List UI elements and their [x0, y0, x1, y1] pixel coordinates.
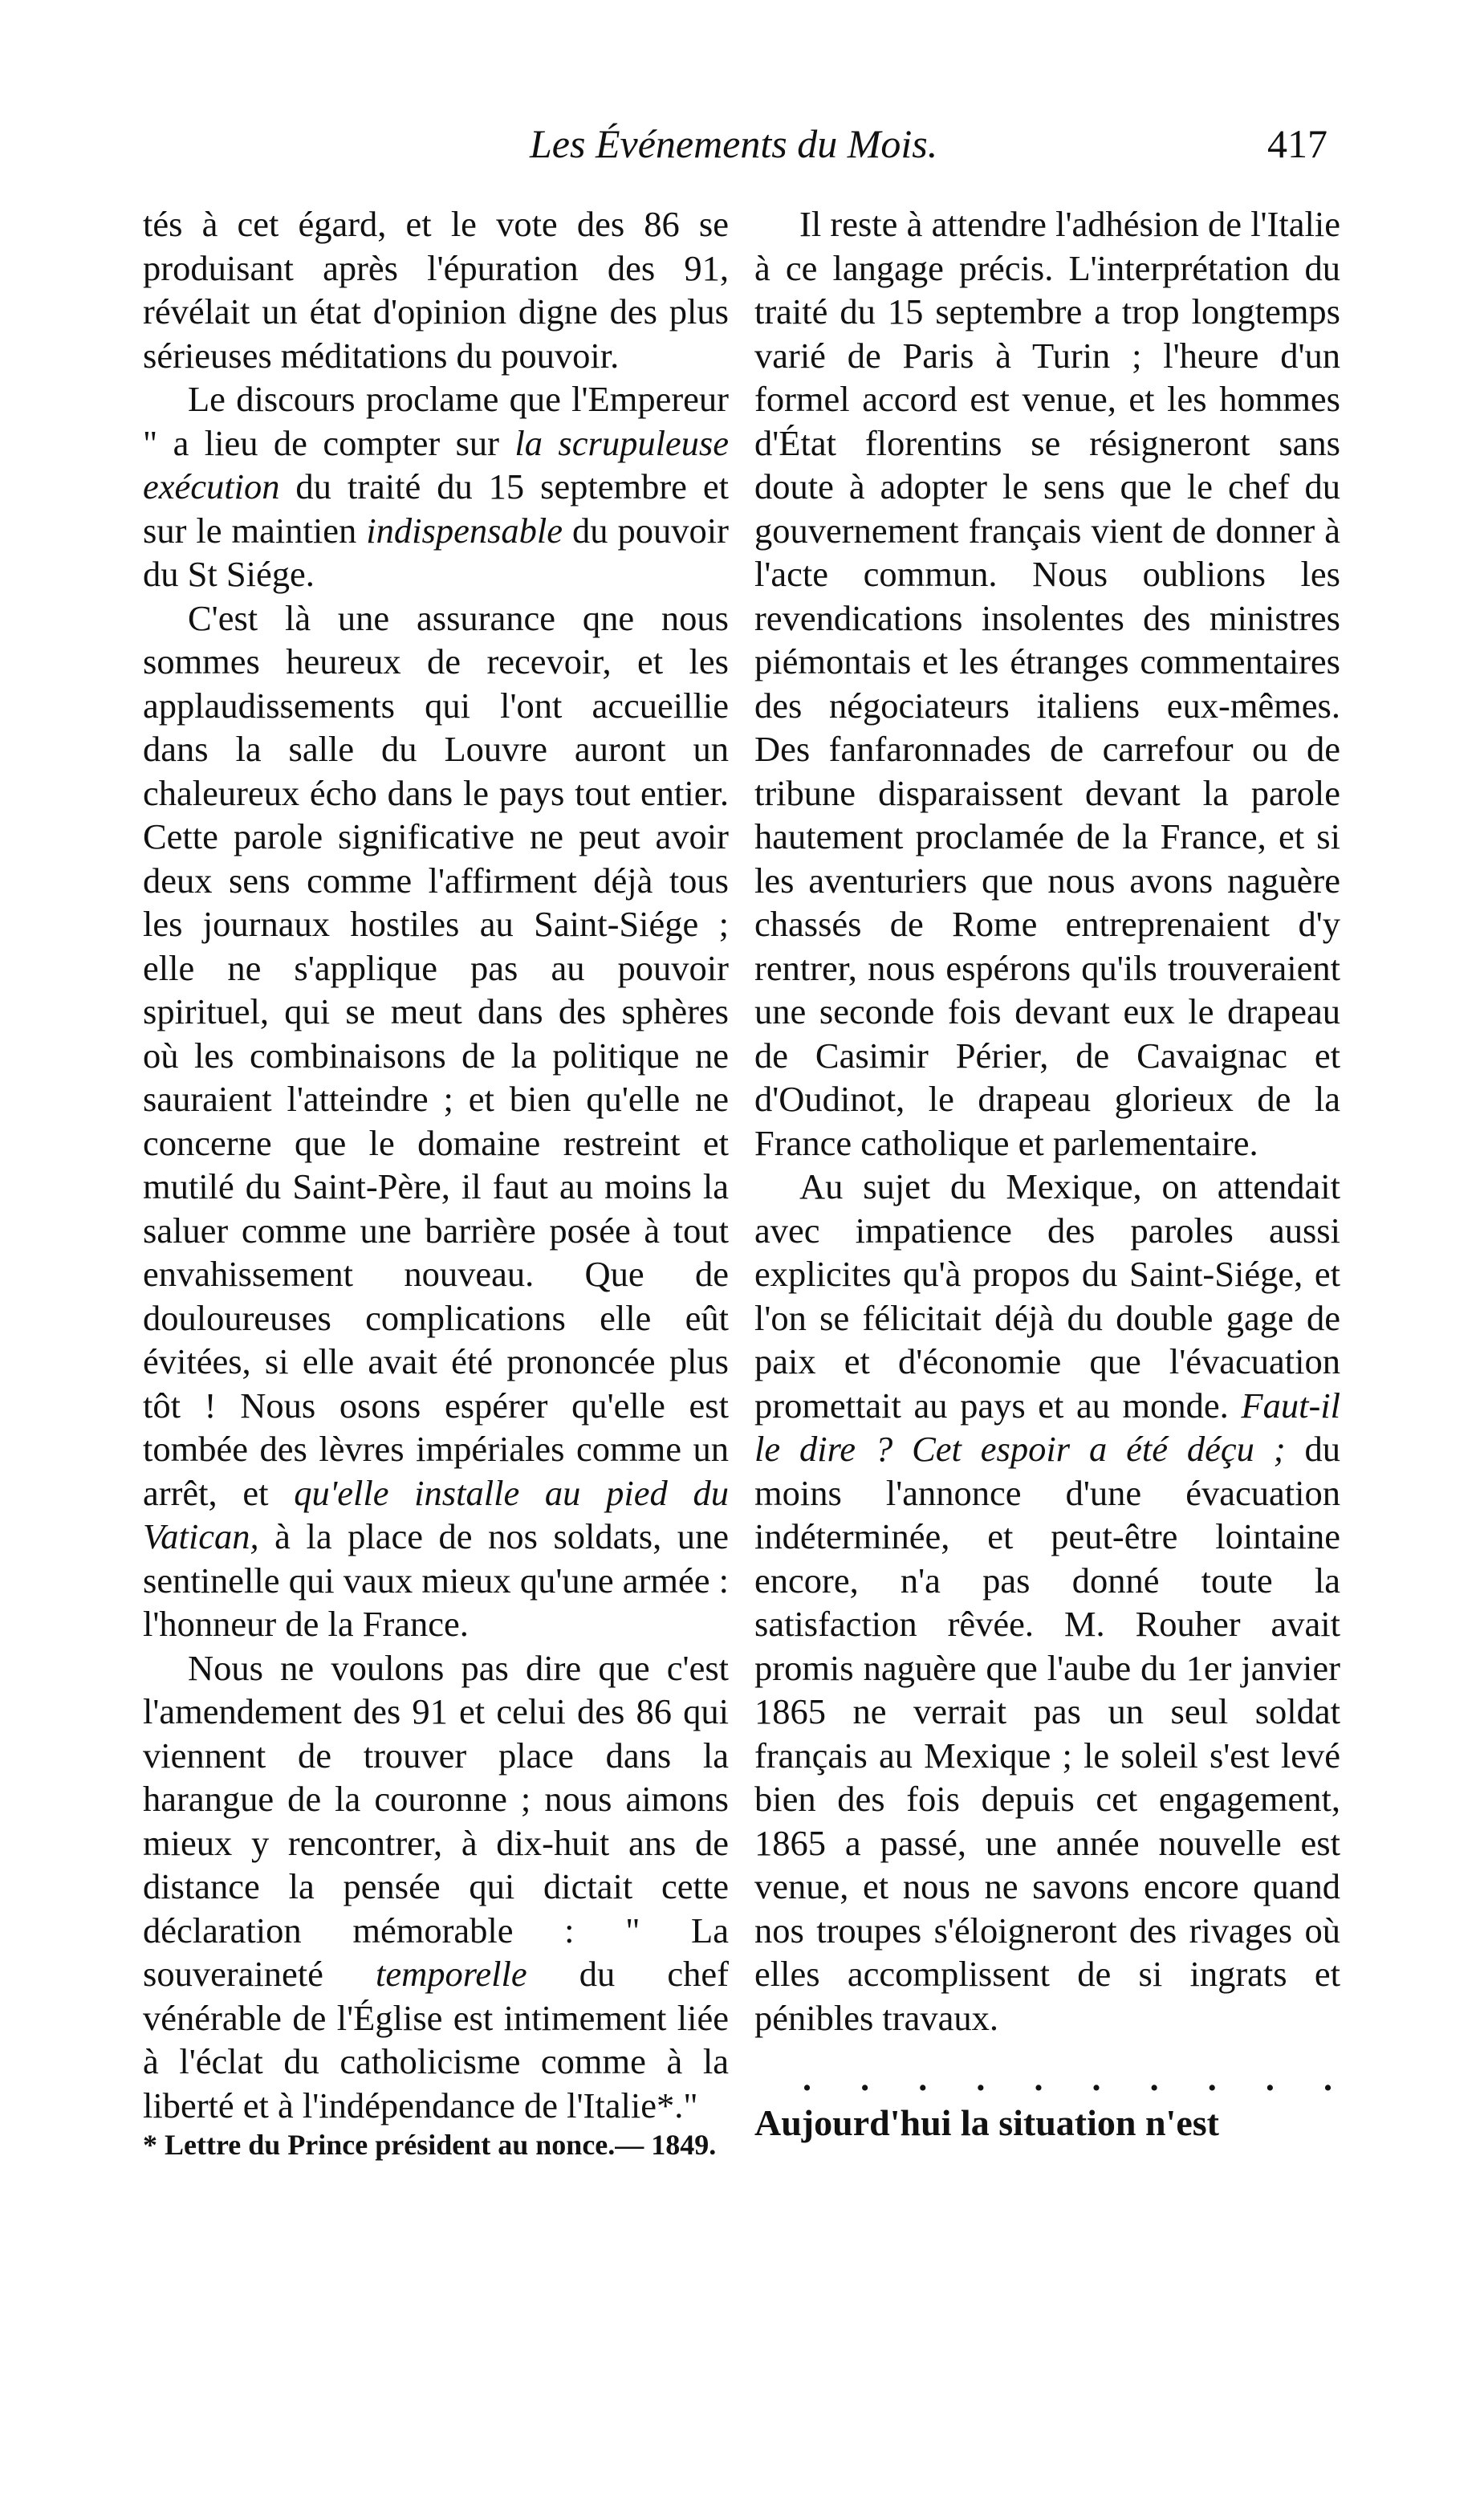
running-title: Les Événements du Mois.	[530, 121, 938, 166]
dot: .	[860, 2059, 870, 2098]
page-header	[530, 120, 1327, 185]
italic-text: temporelle	[376, 1954, 527, 1994]
paragraph	[143, 596, 729, 1646]
paragraph	[754, 1165, 1340, 2040]
ellipsis-separator	[754, 2057, 1340, 2101]
paragraph-text: à la place de nos soldats, une sentinelle qui vaux mieux qu'une armée : l'honneur de la France.	[143, 1516, 729, 1644]
paragraph-text: Le discours proclame que l'Empereur " a lieu de compter sur	[143, 379, 729, 463]
italic-text: la scrupuleuse exécution	[143, 422, 729, 506]
dot: .	[1323, 2059, 1332, 2098]
dot: .	[1265, 2059, 1275, 2098]
footnote: * Lettre du Prince président au nonce.— 1849.	[143, 2129, 717, 2161]
italic-text: Faut-il le dire ? Cet espoir a été déçu ;	[754, 1385, 1340, 1469]
paragraph	[143, 1646, 729, 2128]
paragraph-text: du traité du 15 septembre et sur le maintien	[143, 466, 729, 551]
paragraph: Aujourd'hui la situation n'est	[754, 2101, 1219, 2143]
paragraph: Il reste à attendre l'adhésion de l'Italie à ce langage précis. L'interprétation du traité du 15 septembre a trop longtemps varié de Paris à Turin ; l'heure d'un formel accord est venue, et les hommes d'État florentins se résigneront sans doute à adopter le sens que le chef du gouvernement français vient de donner à l'acte commun. Nous oublions les revendications insolentes des ministres piémontais et les étranges commentaires des négociateurs italiens eux-mêmes. Des fanfaronnades de carrefour ou de tribune disparaissent devant la parole hautement proclamée de la France, et si les aventuriers que nous avons naguère chassés de Rome entreprenaient d'y rentrer, nous espérons qu'ils trouveraient une seconde fois devant eux le drapeau de Casimir Périer, de Cavaignac et d'Oudinot, le drapeau glorieux de la France catholique et parlementaire.	[754, 204, 1340, 1163]
paragraph-text: C'est là une assurance qne nous sommes heureux de recevoir, et les applaudissements qui l'ont accueillie dans la salle du Louvre auront un chaleureux écho dans le pays tout entier. Cette parole significative ne peut avoir deux sens comme l'affirment déjà tous les journaux hostiles au Saint-Siége ; elle ne s'applique pas au pouvoir spirituel, qui se meut dans des sphères où les combinaisons de la politique ne sauraient l'atteindre ; et bien qu'elle ne concerne que le domaine restreint et mutilé du Saint-Père, il faut au moins la saluer comme une barrière posée à tout envahissement nouveau. Que de douloureuses complications elle eût évitées, si elle avait été prononcée plus tôt ! Nous osons espérer qu'elle est tombée des lèvres impériales comme un arrêt, et	[143, 597, 729, 1513]
dot: .	[1207, 2059, 1217, 2098]
paragraph-text: Nous ne voulons pas dire que c'est l'amendement des 91 et celui des 86 qui viennent de trouver place dans la harangue de la couronne ; nous aimons mieux y rencontrer, à dix-huit ans de distance la pensée qui dictait cette déclaration mémorable : " La souveraineté	[143, 1647, 729, 1994]
paragraph-text: Au sujet du Mexique, on attendait avec impatience des paroles aussi explicites qu'à propos du Saint-Siége, et l'on se félicitait déjà du double gage de paix et d'économie que l'évacuation promettait au pays et au monde.	[754, 1166, 1340, 1426]
dot: .	[1092, 2059, 1101, 2098]
paragraph-text: du chef vénérable de l'Église est intimement liée à l'éclat du catholicisme comme à la liberté et à l'indépendance de l'Italie*."	[143, 1954, 729, 2126]
page-number: 417	[1267, 121, 1327, 166]
dot: .	[976, 2059, 986, 2098]
dot: .	[918, 2059, 928, 2098]
paragraph	[143, 377, 729, 596]
paragraph: tés à cet égard, et le vote des 86 se produisant après l'épuration des 91, révélait un état d'opinion digne des plus sérieuses méditations du pouvoir.	[143, 204, 729, 376]
paragraph-text: du pouvoir du St Siége.	[143, 510, 729, 594]
left-column	[143, 202, 729, 2162]
dot: .	[1149, 2059, 1159, 2098]
italic-text: indispensable	[366, 510, 563, 551]
right-column	[754, 202, 1340, 2145]
dot: .	[803, 2059, 811, 2098]
paragraph-text: du moins l'annonce d'une évacuation indéterminée, et peut-être lointaine encore, n'a pas donné toute la satisfaction rêvée. M. Rouher avait promis naguère que l'aube du 1er janvier 1865 ne verrait pas un seul soldat français au Mexique ; le soleil s'est levé bien des fois depuis cet engagement, 1865 a passé, une année nouvelle est venue, et nous ne savons encore quand nos troupes s'éloigneront des rivages où elles accomplissent de si ingrats et pénibles travaux.	[754, 1429, 1340, 2038]
italic-text: qu'elle installe au pied du Vatican,	[143, 1472, 729, 1556]
dot: .	[1034, 2059, 1043, 2098]
